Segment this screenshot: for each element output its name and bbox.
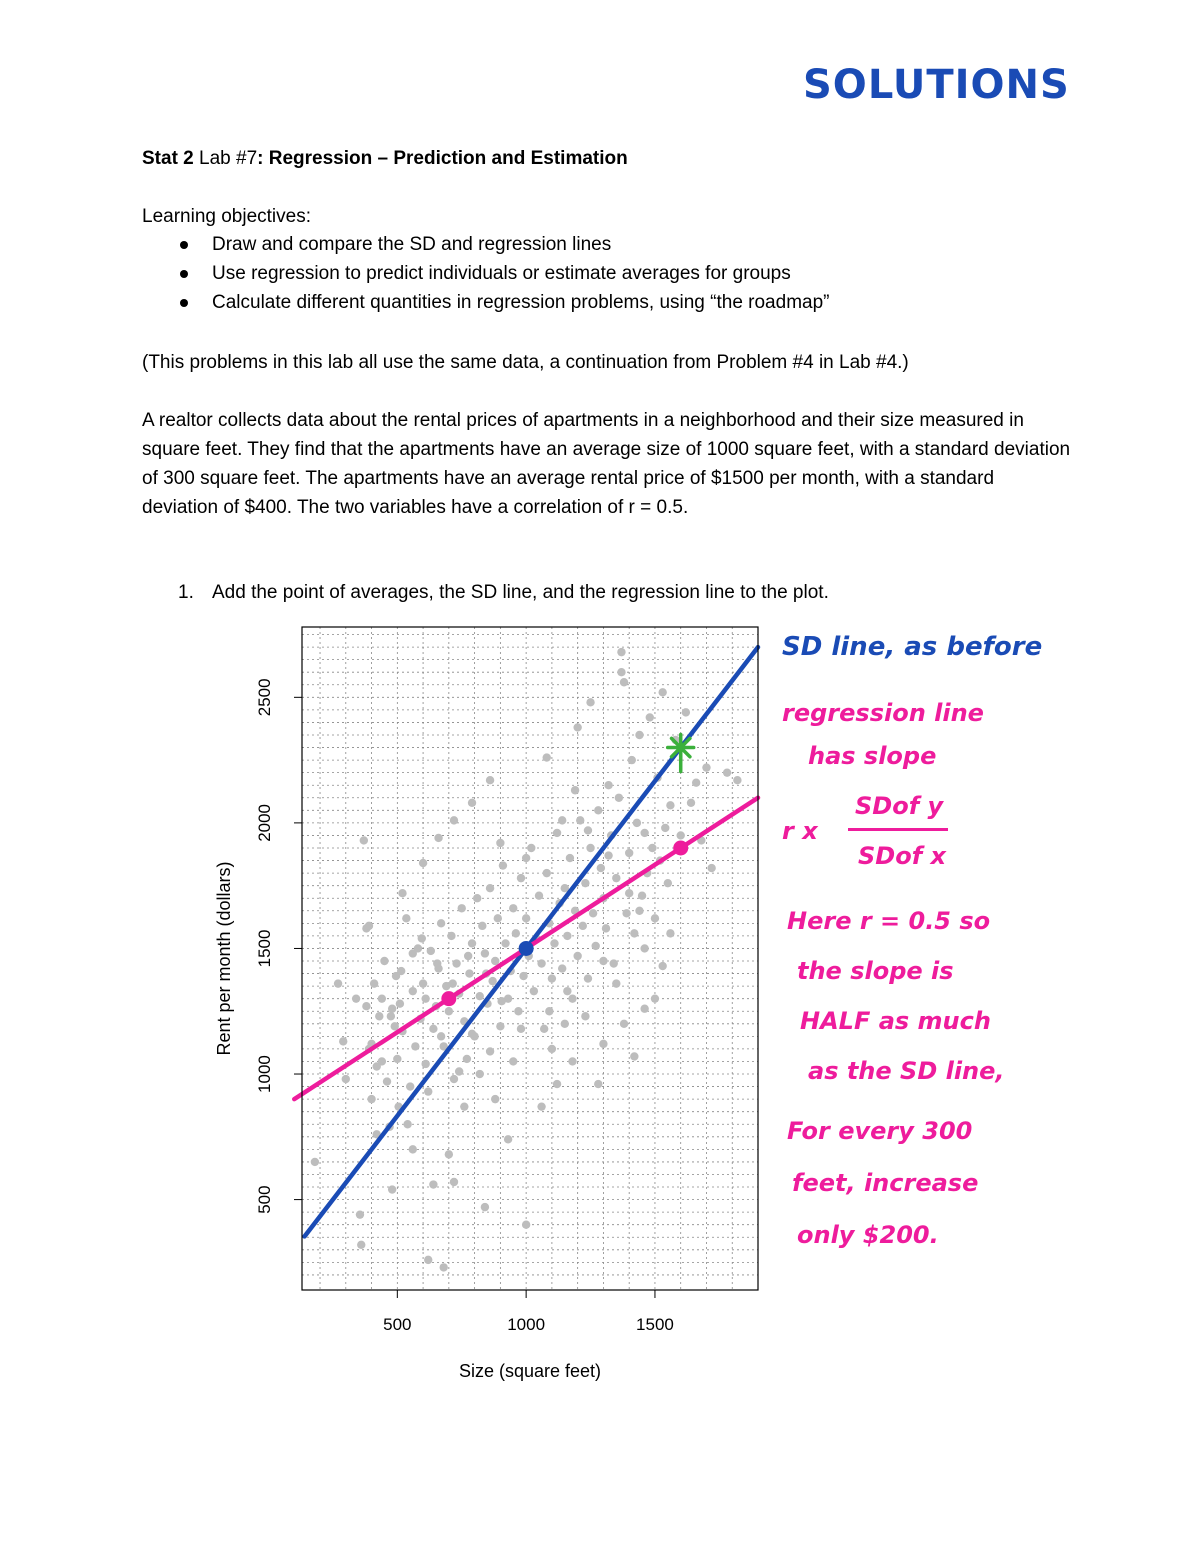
data-point xyxy=(561,1020,569,1028)
data-point xyxy=(504,1135,512,1143)
data-point xyxy=(388,1005,396,1013)
data-point xyxy=(522,1221,530,1229)
data-point xyxy=(630,1052,638,1060)
data-point xyxy=(468,799,476,807)
data-point xyxy=(464,952,472,960)
data-point xyxy=(589,909,597,917)
data-point xyxy=(537,959,545,967)
data-point xyxy=(501,939,509,947)
data-point xyxy=(378,994,386,1002)
data-point xyxy=(468,1030,476,1038)
data-point xyxy=(640,1005,648,1013)
data-point xyxy=(360,836,368,844)
y-axis-label: Rent per month (dollars) xyxy=(214,861,234,1056)
data-point xyxy=(488,977,496,985)
data-point xyxy=(496,1022,504,1030)
data-point xyxy=(733,776,741,784)
data-point xyxy=(419,859,427,867)
data-point xyxy=(612,874,620,882)
data-point xyxy=(411,1042,419,1050)
data-point xyxy=(666,929,674,937)
data-point xyxy=(568,1057,576,1065)
annotation-feet-increase: feet, increase xyxy=(792,1169,979,1197)
data-point xyxy=(481,949,489,957)
annotation-half-as-much: HALF as much xyxy=(800,1007,991,1035)
data-point xyxy=(357,1241,365,1249)
data-point xyxy=(378,1057,386,1065)
data-point xyxy=(342,1075,350,1083)
y-tick-label: 1000 xyxy=(255,1055,274,1093)
annotation-only-200: only $200. xyxy=(797,1221,939,1249)
data-point xyxy=(666,801,674,809)
data-point xyxy=(586,844,594,852)
data-point xyxy=(398,889,406,897)
data-point xyxy=(450,1075,458,1083)
data-point xyxy=(597,864,605,872)
data-point xyxy=(573,952,581,960)
data-point xyxy=(622,909,630,917)
data-point xyxy=(450,816,458,824)
data-point xyxy=(429,1180,437,1188)
data-point xyxy=(635,731,643,739)
data-point xyxy=(473,894,481,902)
data-point xyxy=(437,1032,445,1040)
data-point xyxy=(434,834,442,842)
x-tick-label: 1500 xyxy=(636,1315,674,1334)
data-point xyxy=(612,979,620,987)
title-suffix: : Regression – Prediction and Estimation xyxy=(257,148,628,169)
data-point xyxy=(397,967,405,975)
data-point xyxy=(658,962,666,970)
data-point xyxy=(658,688,666,696)
data-point xyxy=(633,819,641,827)
data-note: (This problems in this lab all use the same data, a continuation from Problem #4 in Lab #4.) xyxy=(142,352,909,373)
data-point xyxy=(433,959,441,967)
data-point xyxy=(437,919,445,927)
data-point xyxy=(687,799,695,807)
data-point xyxy=(356,1210,364,1218)
data-point xyxy=(568,994,576,1002)
data-point xyxy=(692,779,700,787)
data-point xyxy=(591,942,599,950)
data-point xyxy=(540,1025,548,1033)
data-point xyxy=(370,979,378,987)
data-point xyxy=(512,929,520,937)
data-point xyxy=(380,957,388,965)
point-of-averages xyxy=(519,941,534,956)
fraction-bar xyxy=(848,828,948,831)
question-text: Add the point of averages, the SD line, and the regression line to the plot. xyxy=(212,582,829,603)
data-point xyxy=(625,889,633,897)
data-point xyxy=(548,974,556,982)
data-point xyxy=(460,1102,468,1110)
data-point xyxy=(553,1080,561,1088)
data-point xyxy=(682,708,690,716)
data-point xyxy=(509,904,517,912)
annotation-slope-is: the slope is xyxy=(797,957,954,985)
data-point xyxy=(497,997,505,1005)
data-point xyxy=(594,1080,602,1088)
data-point xyxy=(445,1150,453,1158)
data-point xyxy=(579,922,587,930)
data-point xyxy=(617,648,625,656)
data-point xyxy=(550,939,558,947)
data-point xyxy=(486,884,494,892)
data-point xyxy=(563,932,571,940)
annotation-for-every: For every 300 xyxy=(787,1117,973,1145)
x-axis-label: Size (square feet) xyxy=(458,1361,602,1381)
data-point xyxy=(388,1185,396,1193)
data-point xyxy=(396,1000,404,1008)
data-point xyxy=(651,994,659,1002)
data-point xyxy=(548,1045,556,1053)
annotation-sd-of-x: SDof x xyxy=(858,842,946,870)
objectives-heading: Learning objectives: xyxy=(142,206,311,227)
data-point xyxy=(365,922,373,930)
page-title xyxy=(142,144,628,173)
data-point xyxy=(584,974,592,982)
data-point xyxy=(476,1070,484,1078)
sd-line xyxy=(305,647,758,1236)
y-tick-label: 500 xyxy=(255,1185,274,1214)
data-point xyxy=(620,1020,628,1028)
title-prefix: Stat 2 xyxy=(142,148,200,169)
data-point xyxy=(602,924,610,932)
data-point xyxy=(419,979,427,987)
list-item xyxy=(142,230,1042,259)
y-tick-label: 2500 xyxy=(255,678,274,717)
data-point xyxy=(630,929,638,937)
data-point xyxy=(409,949,417,957)
data-point xyxy=(573,723,581,731)
data-point xyxy=(447,932,455,940)
data-point xyxy=(571,786,579,794)
data-point xyxy=(558,964,566,972)
data-point xyxy=(486,1047,494,1055)
data-point xyxy=(604,851,612,859)
data-point xyxy=(615,794,623,802)
data-point xyxy=(424,1256,432,1264)
data-point xyxy=(635,907,643,915)
y-tick-label: 1500 xyxy=(255,929,274,968)
data-point xyxy=(362,1002,370,1010)
data-point xyxy=(491,1095,499,1103)
data-point xyxy=(599,1040,607,1048)
annotation-as-sd-line: as the SD line, xyxy=(808,1057,1005,1085)
data-point xyxy=(406,1082,414,1090)
regression-point-low xyxy=(441,991,456,1006)
data-point xyxy=(640,944,648,952)
data-point xyxy=(563,987,571,995)
data-point xyxy=(450,1178,458,1186)
data-point xyxy=(468,939,476,947)
axes xyxy=(255,678,674,1334)
data-point xyxy=(424,1087,432,1095)
data-point xyxy=(409,987,417,995)
data-point xyxy=(465,969,473,977)
data-point xyxy=(620,678,628,686)
data-point xyxy=(535,892,543,900)
y-tick-label: 2000 xyxy=(255,803,274,842)
data-point xyxy=(458,904,466,912)
data-point xyxy=(677,831,685,839)
data-point xyxy=(545,1007,553,1015)
data-point xyxy=(427,947,435,955)
data-point xyxy=(409,1145,417,1153)
data-point xyxy=(648,844,656,852)
data-point xyxy=(478,922,486,930)
data-point xyxy=(418,934,426,942)
data-point xyxy=(522,854,530,862)
data-point xyxy=(455,1067,463,1075)
bullet-icon xyxy=(180,299,188,307)
data-point xyxy=(625,849,633,857)
bullet-icon xyxy=(180,241,188,249)
annotation-r-times: r x xyxy=(782,817,818,845)
data-point xyxy=(463,1055,471,1063)
data-point xyxy=(445,1007,453,1015)
scatter-chart xyxy=(190,610,770,1410)
sd-line-star-icon xyxy=(668,735,694,772)
annotation-regression-line: regression line xyxy=(782,699,984,727)
list-item xyxy=(142,259,1042,288)
data-point xyxy=(651,914,659,922)
data-point xyxy=(429,1025,437,1033)
bullet-icon xyxy=(180,270,188,278)
data-point xyxy=(499,861,507,869)
data-point xyxy=(707,864,715,872)
question-number: 1. xyxy=(178,582,194,603)
data-point xyxy=(543,869,551,877)
data-point xyxy=(530,987,538,995)
x-tick-label: 500 xyxy=(383,1315,412,1334)
data-point xyxy=(604,781,612,789)
data-point xyxy=(581,879,589,887)
list-item xyxy=(142,288,1042,317)
data-point xyxy=(421,994,429,1002)
data-point xyxy=(638,892,646,900)
problem-paragraph: A realtor collects data about the rental prices of apartments in a neighborhood and their size measured in square feet. They find that the apartments have an average size of 1000 square feet, with a standard deviation of 300 square feet. The apartments have an average rental price of $1500 per month, with a standard deviation of $400. The two variables have a correlation of r = 0.5. xyxy=(142,410,1071,518)
data-point xyxy=(558,816,566,824)
data-point xyxy=(387,1012,395,1020)
data-point xyxy=(702,763,710,771)
data-point xyxy=(537,1102,545,1110)
data-point xyxy=(646,713,654,721)
data-point xyxy=(522,914,530,922)
data-point xyxy=(576,816,584,824)
data-point xyxy=(723,768,731,776)
objective-text: Calculate different quantities in regression problems, using “the roadmap” xyxy=(212,292,830,313)
data-point xyxy=(403,1120,411,1128)
annotation-here-r: Here r = 0.5 so xyxy=(787,907,991,935)
data-point xyxy=(584,826,592,834)
question-1 xyxy=(178,578,829,607)
data-point xyxy=(375,1012,383,1020)
data-point xyxy=(543,753,551,761)
data-point xyxy=(352,994,360,1002)
data-point xyxy=(496,839,504,847)
data-point xyxy=(383,1077,391,1085)
data-point xyxy=(486,776,494,784)
data-point xyxy=(367,1095,375,1103)
data-point xyxy=(449,979,457,987)
data-point xyxy=(339,1037,347,1045)
objective-text: Draw and compare the SD and regression lines xyxy=(212,234,612,255)
data-point xyxy=(553,829,561,837)
data-point xyxy=(628,756,636,764)
data-point xyxy=(393,1055,401,1063)
data-point xyxy=(517,1025,525,1033)
data-point xyxy=(517,874,525,882)
data-point xyxy=(476,992,484,1000)
title-lab: Lab #7 xyxy=(199,148,258,169)
data-point xyxy=(452,959,460,967)
objectives-list xyxy=(142,230,1042,317)
data-point xyxy=(494,914,502,922)
data-point xyxy=(334,979,342,987)
data-point xyxy=(519,972,527,980)
data-point xyxy=(617,668,625,676)
x-tick-label: 1000 xyxy=(507,1315,546,1334)
data-point xyxy=(664,879,672,887)
data-point xyxy=(594,806,602,814)
data-point xyxy=(481,1203,489,1211)
data-point xyxy=(421,1060,429,1068)
solutions-heading: SOLUTIONS xyxy=(803,62,1070,108)
data-point xyxy=(509,1057,517,1065)
data-point xyxy=(527,844,535,852)
regression-point-high xyxy=(673,841,688,856)
data-point xyxy=(599,957,607,965)
data-point xyxy=(439,1263,447,1271)
objective-text: Use regression to predict individuals or estimate averages for groups xyxy=(212,263,791,284)
data-point xyxy=(661,824,669,832)
data-point xyxy=(581,1012,589,1020)
data-point xyxy=(610,959,618,967)
data-point xyxy=(311,1158,319,1166)
data-point xyxy=(566,854,574,862)
annotation-has-slope: has slope xyxy=(808,742,937,770)
annotation-sd-of-y: SDof y xyxy=(855,792,944,820)
data-point xyxy=(640,829,648,837)
data-point xyxy=(402,914,410,922)
data-point xyxy=(514,1007,522,1015)
data-point xyxy=(586,698,594,706)
sd-line-annotation: SD line, as before xyxy=(782,632,1043,662)
